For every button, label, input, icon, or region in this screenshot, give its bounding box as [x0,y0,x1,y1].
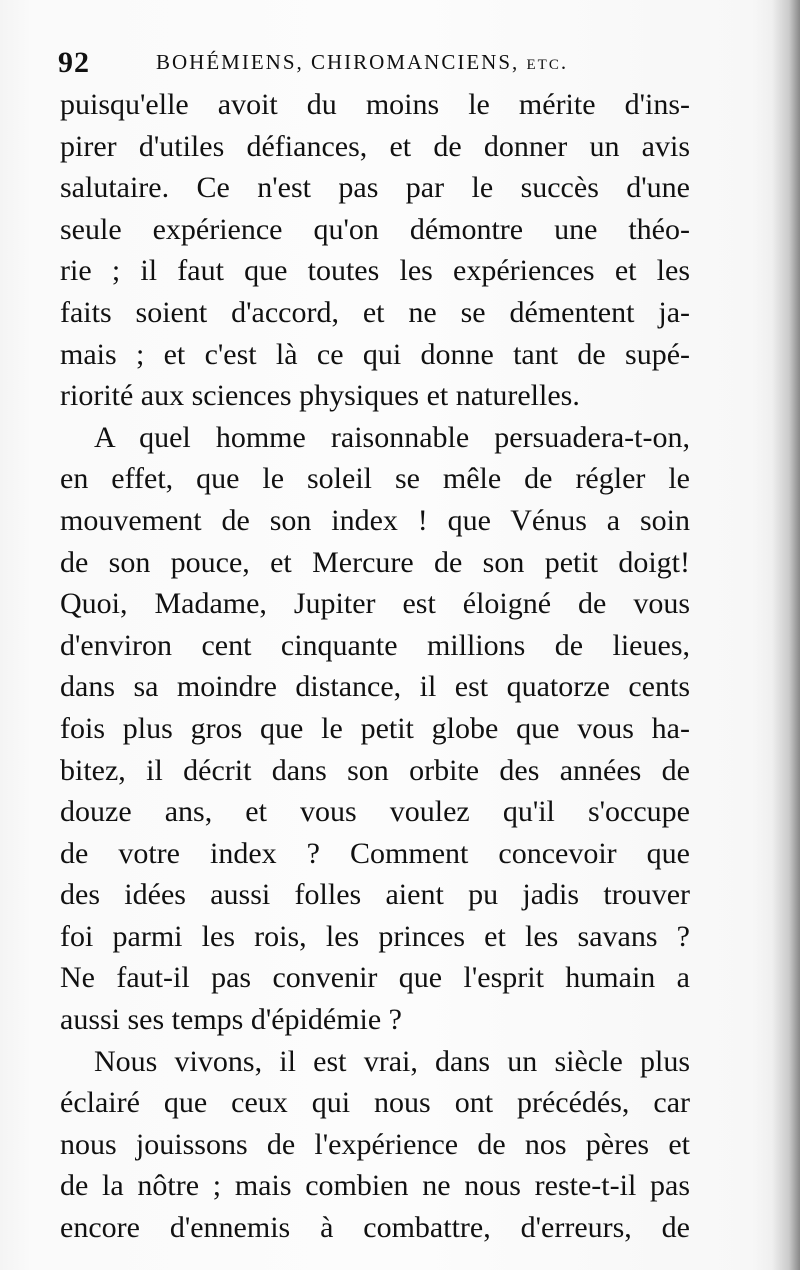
text-line: faits soient d'accord, et ne se démentent ja- [60,295,690,329]
page-number: 92 [58,46,90,79]
text-line: dans sa moindre distance, il est quatorze cents [60,670,690,704]
text-line: foi parmi les rois, les princes et les savans ? [60,919,690,953]
text-line: des idées aussi folles aient pu jadis trouver [60,878,690,912]
running-head [56,42,696,82]
text-line: douze ans, et vous voulez qu'il s'occupe [60,795,690,829]
body-text [60,84,690,1249]
text-line: Ne faut-il pas convenir que l'esprit humain a [60,961,690,995]
running-title: BOHÉMIENS, CHIROMANCIENS, etc. [156,50,569,74]
text-line: nous jouissons de l'expérience de nos pères et [60,1127,690,1161]
text-line: Quoi, Madame, Jupiter est éloigné de vous [60,587,690,621]
text-line: de la nôtre ; mais combien ne nous reste-t-il pas [60,1169,690,1203]
paragraph-start-line: Nous vivons, il est vrai, dans un siècle plus [94,1044,690,1078]
paragraph-end-line: aussi ses temps d'épidémie ? [60,1003,402,1037]
text-line: seule expérience qu'on démontre une théo- [60,212,690,246]
text-line: pirer d'utiles défiances, et de donner un avis [60,129,690,163]
text-line: en effet, que le soleil se mêle de régler le [60,462,690,496]
text-line: bitez, il décrit dans son orbite des années de [60,753,690,787]
text-line: éclairé que ceux qui nous ont précédés, car [60,1086,690,1120]
text-line: mais ; et c'est là ce qui donne tant de supé- [60,337,690,371]
paragraph-start-line: A quel homme raisonnable persuadera-t-on, [94,420,690,454]
text-line: salutaire. Ce n'est pas par le succès d'une [60,171,690,205]
text-line: d'environ cent cinquante millions de lieues, [60,628,690,662]
text-line: rie ; il faut que toutes les expériences et les [60,254,690,288]
text-line: puisqu'elle avoit du moins le mérite d'ins- [60,88,690,121]
text-line: mouvement de son index ! que Vénus a soin [60,503,690,537]
text-line: encore d'ennemis à combattre, d'erreurs, de [60,1211,690,1245]
text-line: fois plus gros que le petit globe que vous ha- [60,711,690,745]
text-line: de votre index ? Comment concevoir que [60,836,690,870]
text-line: de son pouce, et Mercure de son petit doigt! [60,545,690,579]
paragraph-end-line: riorité aux sciences physiques et naturelles. [60,379,580,413]
page-edge-shadow [772,0,800,1270]
